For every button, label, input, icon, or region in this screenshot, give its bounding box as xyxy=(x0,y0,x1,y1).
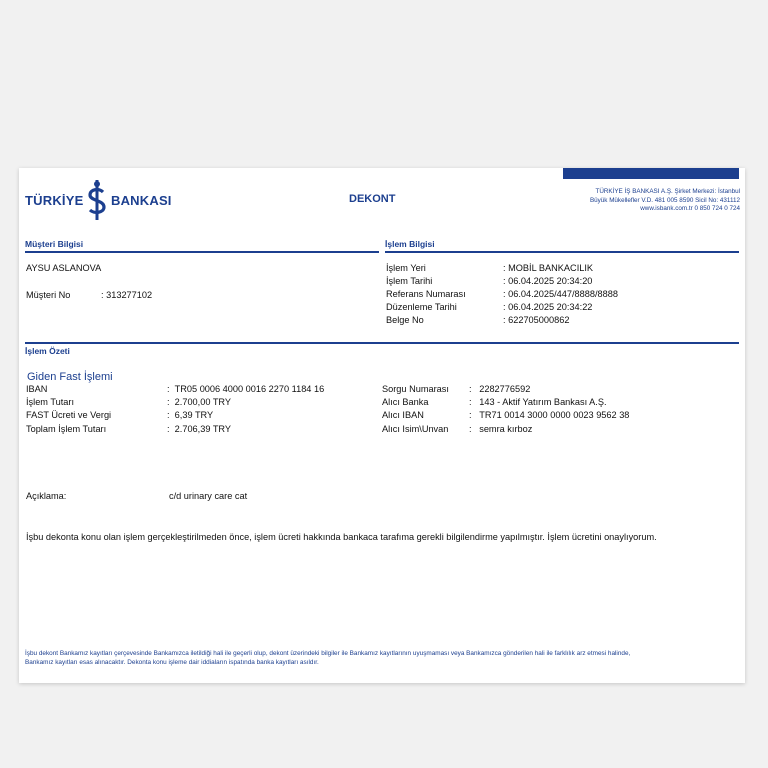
summary-top-rule xyxy=(25,342,739,344)
summary-value-text: 2.700,00 TRY xyxy=(174,397,232,407)
summary-value-text: semra kırboz xyxy=(479,424,533,434)
summary-heading: İşlem Özeti xyxy=(25,346,70,356)
customer-no-value: : 313277102 xyxy=(101,290,153,300)
summary-value-text: 2.706,39 TRY xyxy=(174,424,232,434)
info-value-islem-yeri: : MOBİL BANKACILIK xyxy=(503,263,594,273)
legal-footer-line: İşbu dekont Bankamız kayıtları çerçevesinde Bankamızca iletildiği hali ile geçerli olup, dekont üzerindeki bilgiler ile Bankamız kayıtlarının uyuşmaması veya Bankamızca gönderilen hali ile farklılık arz etmesi halinde, xyxy=(25,650,631,657)
info-value-text: MOBİL BANKACILIK xyxy=(508,263,594,273)
info-value-text: 06.04.2025 20:34:22 xyxy=(508,302,593,312)
corporate-info-line: Büyük Mükellefler V.D. 481 005 8590 Sicil No: 431112 xyxy=(589,196,740,204)
info-label-belge-no: Belge No xyxy=(386,315,424,325)
summary-value-text: 6,39 TRY xyxy=(174,410,214,420)
document-title: DEKONT xyxy=(349,193,396,205)
transaction-info-heading: İşlem Bilgisi xyxy=(385,239,435,249)
legal-footer-line: Bankamız kayıtları esas alınacaktır. Dekonta konu işleme dair iddiaların ispatında banka kayıtları asıldır. xyxy=(25,659,319,667)
description-value: c/d urinary care cat xyxy=(169,491,248,501)
info-value-text: 06.04.2025 20:34:20 xyxy=(508,276,593,286)
summary-label-amount: İşlem Tutarı xyxy=(26,397,74,407)
logo-text-right: BANKASI xyxy=(111,193,172,208)
summary-value-alici-isim: : semra kırboz xyxy=(469,424,533,434)
info-label-islem-yeri: İşlem Yeri xyxy=(386,263,426,273)
summary-value-amount: : 2.700,00 TRY xyxy=(167,397,232,407)
legal-footer xyxy=(25,649,743,667)
transaction-type: Giden Fast İşlemi xyxy=(27,371,113,383)
summary-value-text: TR71 0014 3000 0000 0023 9562 38 xyxy=(479,410,630,420)
logo-text-left: TÜRKİYE xyxy=(25,193,84,208)
summary-value-sorgu: : 2282776592 xyxy=(469,384,531,394)
info-value-belge-no: : 622705000862 xyxy=(503,315,570,325)
customer-section-rule xyxy=(25,251,379,253)
summary-label-sorgu: Sorgu Numarası xyxy=(382,384,449,394)
customer-no-number: 313277102 xyxy=(106,290,153,300)
info-value-referans: : 06.04.2025/447/8888/8888 xyxy=(503,289,618,299)
corporate-info-line: www.isbank.com.tr 0 850 724 0 724 xyxy=(640,205,740,213)
header-accent-bar xyxy=(563,168,739,179)
summary-label-iban: IBAN xyxy=(26,384,48,394)
info-label-islem-tarihi: İşlem Tarihi xyxy=(386,276,433,286)
summary-value-total: : 2.706,39 TRY xyxy=(167,424,232,434)
summary-label-total: Toplam İşlem Tutarı xyxy=(26,424,107,434)
customer-section-heading: Müşteri Bilgisi xyxy=(25,239,84,249)
summary-value-alici-iban: : TR71 0014 3000 0000 0023 9562 38 xyxy=(469,410,630,420)
summary-label-fee: FAST Ücreti ve Vergi xyxy=(26,410,112,420)
fee-consent-statement: İşbu dekonta konu olan işlem gerçekleştirilmeden önce, işlem ücreti hakkında bankaca tarafıma gerekli bilgilendirme yapılmıştır. İşlem ücretini onaylıyorum. xyxy=(26,532,657,542)
summary-value-fee: : 6,39 TRY xyxy=(167,410,214,420)
info-value-islem-tarihi: : 06.04.2025 20:34:20 xyxy=(503,276,593,286)
info-value-text: 622705000862 xyxy=(508,315,570,325)
summary-value-text: 143 - Aktif Yatırım Bankası A.Ş. xyxy=(479,397,607,407)
corporate-info xyxy=(550,188,740,214)
summary-value-alici-banka: : 143 - Aktif Yatırım Bankası A.Ş. xyxy=(469,397,607,407)
summary-value-text: 2282776592 xyxy=(479,384,531,394)
summary-label-alici-isim: Alıcı Isim\Unvan xyxy=(382,424,449,434)
info-value-duzenleme: : 06.04.2025 20:34:22 xyxy=(503,302,593,312)
info-label-referans: Referans Numarası xyxy=(386,289,466,299)
summary-label-alici-iban: Alıcı IBAN xyxy=(382,410,424,420)
summary-label-alici-banka: Alıcı Banka xyxy=(382,397,429,407)
isbank-logo xyxy=(25,180,175,220)
customer-no-label: Müşteri No xyxy=(26,290,71,300)
transaction-info-rule xyxy=(385,251,739,253)
receipt-document xyxy=(19,168,745,683)
info-value-text: 06.04.2025/447/8888/8888 xyxy=(508,289,618,299)
customer-name: AYSU ASLANOVA xyxy=(26,263,102,273)
corporate-info-line: TÜRKİYE İŞ BANKASI A.Ş. Şirket Merkezi: İstanbul xyxy=(595,188,740,195)
info-label-duzenleme: Düzenleme Tarihi xyxy=(386,302,457,312)
summary-value-text: TR05 0006 4000 0016 2270 1184 16 xyxy=(174,384,325,394)
summary-value-iban: : TR05 0006 4000 0016 2270 1184 16 xyxy=(167,384,325,394)
description-label: Açıklama: xyxy=(26,491,67,501)
isbank-s-logo-icon xyxy=(86,180,108,220)
